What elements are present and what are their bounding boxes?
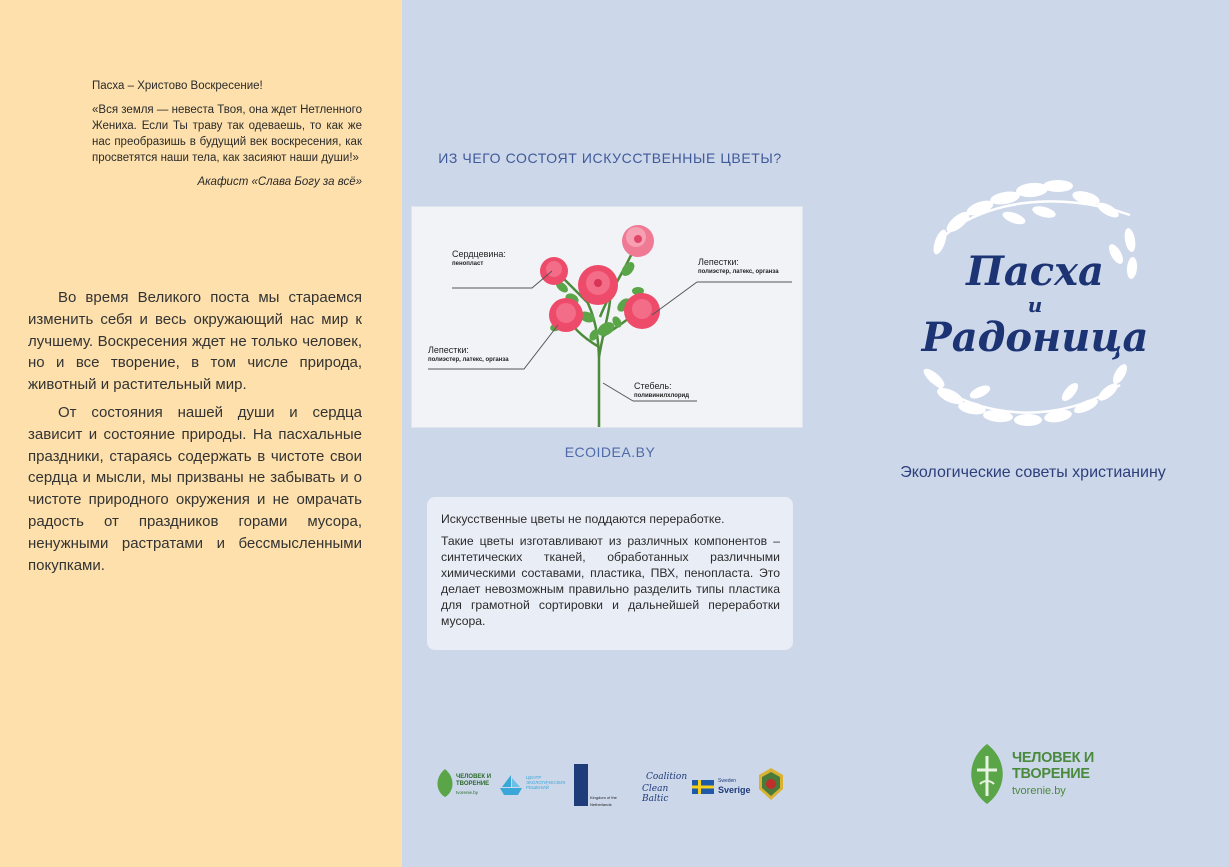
title-word-2: Радоница: [921, 314, 1149, 361]
label-stem-material: поливинилхлорид: [634, 393, 690, 399]
label-petals-left-material: полиэстер, латекс, органза: [428, 357, 509, 363]
label-petals-right-title: Лепестки:: [698, 257, 739, 267]
partner-5-line-2: Sverige: [718, 785, 751, 795]
leaf-cross-logo-icon: [964, 742, 1010, 806]
partner-1-line-2: ТВОРЕНИЕ: [456, 781, 490, 787]
label-petals-right: [698, 257, 779, 276]
partner-1-line-3: tvorenie.by: [456, 790, 479, 795]
church-emblem-icon: [758, 767, 784, 801]
epigraph-quote: «Вся земля — невеста Твоя, она ждет Нетленного Жениха. Если Ты траву так одеваешь, то как же нас преобразишь в будущий век воскресения, как просветятся наши тела, как засияют наши души!»: [92, 104, 362, 164]
partner-netherlands: [572, 760, 634, 808]
partner-4-line-1: Coalition: [646, 772, 688, 782]
partner-4-line-2: Clean Baltic: [642, 784, 669, 804]
label-stem: [634, 381, 689, 400]
partner-1-line-1: ЧЕЛОВЕК И: [456, 774, 492, 780]
org-name: [1012, 750, 1112, 782]
ecoidea-link[interactable]: ECOIDEA.BY: [564, 444, 656, 460]
label-stem-title: Стебель:: [634, 381, 672, 391]
partner-5-line-1: Sweden: [718, 778, 737, 784]
info-line-2: Такие цветы изготавливают из различных компонентов – синтетических тканей, обработанных различными химическими составами, пластика, ПВХ, пенопласта. Это делает невозможным правильно разделить типы пластика для грамотной сортировки и дальнейшей переработки мусора.: [441, 534, 780, 628]
partner-sweden: [690, 760, 750, 808]
epigraph-source: Акафист «Слава Богу за всё»: [197, 176, 362, 188]
title-word-1: Пасха: [966, 248, 1104, 295]
label-petals-right-material: полиэстер, латекс, органза: [698, 269, 779, 275]
sweden-flag-icon: [692, 780, 714, 794]
section-title: ИЗ ЧЕГО СОСТОЯТ ИСКУССТВЕННЫЕ ЦВЕТЫ?: [438, 150, 782, 166]
epigraph-greeting: Пасха – Христово Воскресение!: [92, 80, 263, 92]
partner-2-label: ЦЕНТР ЭКОЛОГИЧЕСКИХ РЕШЕНИЙ: [526, 775, 566, 790]
title-block: [910, 170, 1160, 440]
label-core-material: пенопласт: [452, 261, 484, 267]
partner-emblem: [756, 760, 786, 808]
org-logo: [962, 742, 1102, 808]
label-petals-left: [428, 345, 509, 364]
leaf-logo-icon: [434, 768, 456, 798]
flower-illustration: [412, 207, 803, 428]
boat-logo-icon: [498, 774, 524, 796]
partner-3-label: Kingdom of the Netherlands: [590, 795, 617, 807]
intro-text: [28, 287, 362, 582]
title-conjunction: и: [1027, 293, 1043, 317]
org-site[interactable]: tvorenie.by: [1012, 785, 1066, 797]
partner-eco-center: [498, 760, 566, 808]
label-petals-left-title: Лепестки:: [428, 345, 469, 355]
netherlands-emblem-icon: [574, 764, 588, 806]
info-box: [427, 497, 793, 650]
partner-coalition-clean-baltic: [640, 760, 686, 808]
subtitle: Экологические советы христианину: [900, 464, 1166, 481]
partner-logos: [432, 760, 787, 808]
org-name-line-1: ЧЕЛОВЕК И: [1012, 750, 1095, 766]
flower-diagram: [411, 206, 803, 428]
left-panel: [0, 0, 402, 867]
partner-chelovek-i-tvorenie: [432, 760, 494, 808]
label-core: [452, 249, 506, 268]
label-core-title: Сердцевина:: [452, 249, 506, 259]
intro-paragraph-1: Во время Великого поста мы стараемся изменить себя и весь окружающий нас мир к лучшему. Воскресения ждет не только человек, но и все творение, в том числе природа, животный и растительный мир.: [28, 289, 362, 394]
intro-paragraph-2: От состояния нашей души и сердца зависит и состояние природы. На пасхальные праздники, стараясь содержать в чистоте свои сердца и мысли, мы призваны не забывать и о чистоте природного окружения и не омрачать радость от праздников горами мусора, ненужными растратами и бессмысленными покупками.: [28, 403, 362, 574]
info-line-1: Искусственные цветы не поддаются переработке.: [441, 512, 725, 526]
org-name-line-2: ТВОРЕНИЕ: [1012, 766, 1090, 782]
epigraph: [92, 78, 362, 198]
